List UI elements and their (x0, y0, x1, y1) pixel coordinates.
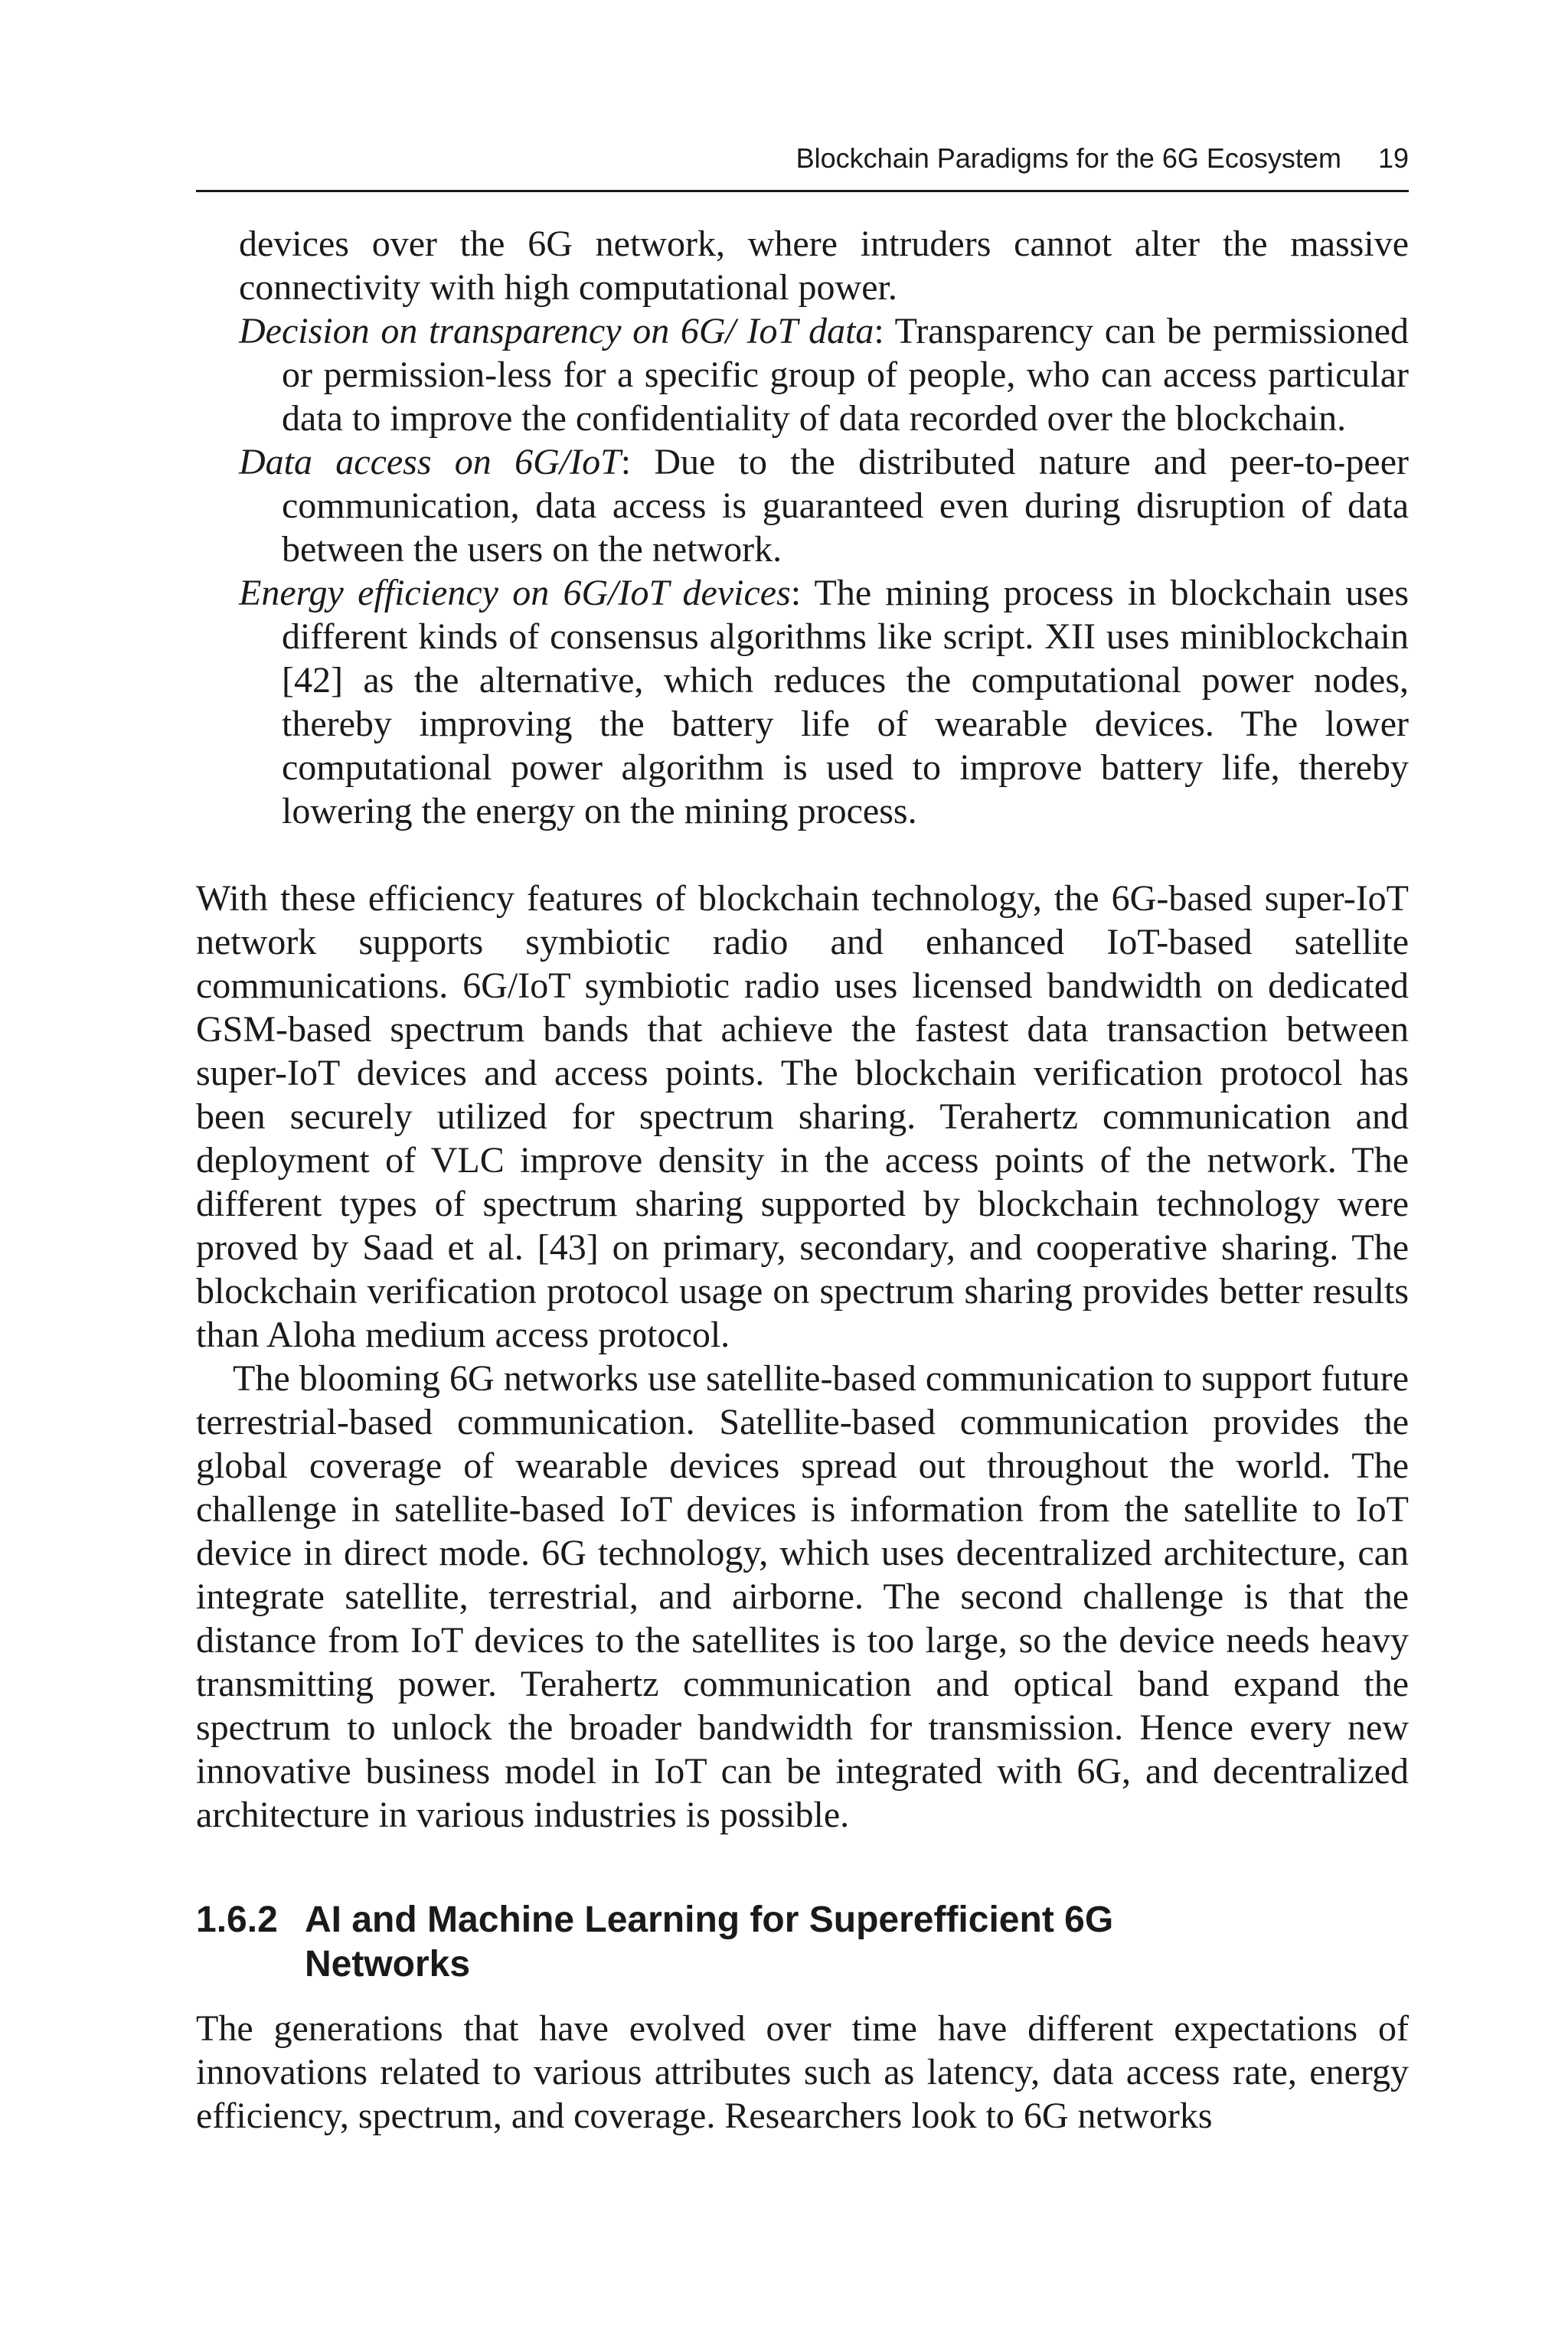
running-title: Blockchain Paradigms for the 6G Ecosystem (795, 142, 1341, 174)
paragraph-spacer (196, 833, 1409, 877)
section-number: 1.6.2 (196, 1900, 278, 1940)
list-item-text: devices over the 6G network, where intruders cannot alter the massive connectivity with high computational power. (239, 224, 1409, 308)
list-item (239, 309, 1409, 440)
page-body (196, 222, 1409, 2138)
page-number: 19 (1377, 142, 1409, 174)
body-paragraph: The blooming 6G networks use satellite-based communication to support future terrestrial-based communication. Satellite-based communication provides the global coverage of wearable devices spread out throughout the world. The challenge in satellite-based IoT devices is information from the satellite to IoT device in direct mode. 6G technology, which uses decentralized architecture, can integrate satellite, terrestrial, and airborne. The second challenge is that the distance from IoT devices to the satellites is too large, so the device needs heavy transmitting power. Terahertz communication and optical band expand the spectrum to unlock the broader bandwidth for transmission. Hence every new innovative business model in IoT can be integrated with 6G, and decentralized architecture in various industries is possible. (196, 1358, 1409, 1835)
list-item-continuation (196, 222, 1409, 309)
running-header (196, 142, 1409, 175)
section-paragraph: The generations that have evolved over time have different expectations of innovations related to various attributes such as latency, data access rate, energy efficiency, spectrum, and coverage. Researchers look to 6G networks (196, 2008, 1409, 2136)
list-item-text: : The mining process in blockchain uses different kinds of consensus algorithms like script. XII uses miniblockchain [42] as the alternative, which reduces the computational power nodes, thereby improving the battery life of wearable devices. The lower computational power algorithm is used to improve battery life, thereby lowering the energy on the mining process. (282, 573, 1410, 831)
list-item (239, 571, 1409, 833)
list-item-text: : Due to the distributed nature and peer-to-peer communication, data access is guaranteed even during disruption of data between the users on the network. (282, 442, 1410, 570)
section-heading (196, 1898, 1409, 1987)
list-item-term: Data access on 6G/IoT (239, 442, 621, 482)
list-item (239, 440, 1409, 571)
body-paragraph: With these efficiency features of blockchain technology, the 6G-based super-IoT network supports symbiotic radio and enhanced IoT-based satellite communications. 6G/IoT symbiotic radio uses licensed bandwidth on dedicated GSM-based spectrum bands that achieve the fastest data transaction between super-IoT devices and access points. The blockchain verification protocol has been securely utilized for spectrum sharing. Terahertz communication and deployment of VLC improve density in the access points of the network. The different types of spectrum sharing supported by blockchain technology were proved by Saad et al. [43] on primary, secondary, and cooperative sharing. The blockchain verification protocol usage on spectrum sharing provides better results than Aloha medium access protocol. (196, 878, 1409, 1355)
section-title: AI and Machine Learning for Superefficient 6G Networks (305, 1900, 1114, 1984)
list-item-term: Energy efficiency on 6G/IoT devices (239, 573, 791, 613)
list-item-text: : Transparency can be permissioned or permission-less for a specific group of people, who can access particular data to improve the confidentiality of data recorded over the blockchain. (282, 311, 1409, 439)
list-item-term: Decision on transparency on 6G/ IoT data (239, 311, 874, 351)
header-rule (196, 190, 1409, 192)
